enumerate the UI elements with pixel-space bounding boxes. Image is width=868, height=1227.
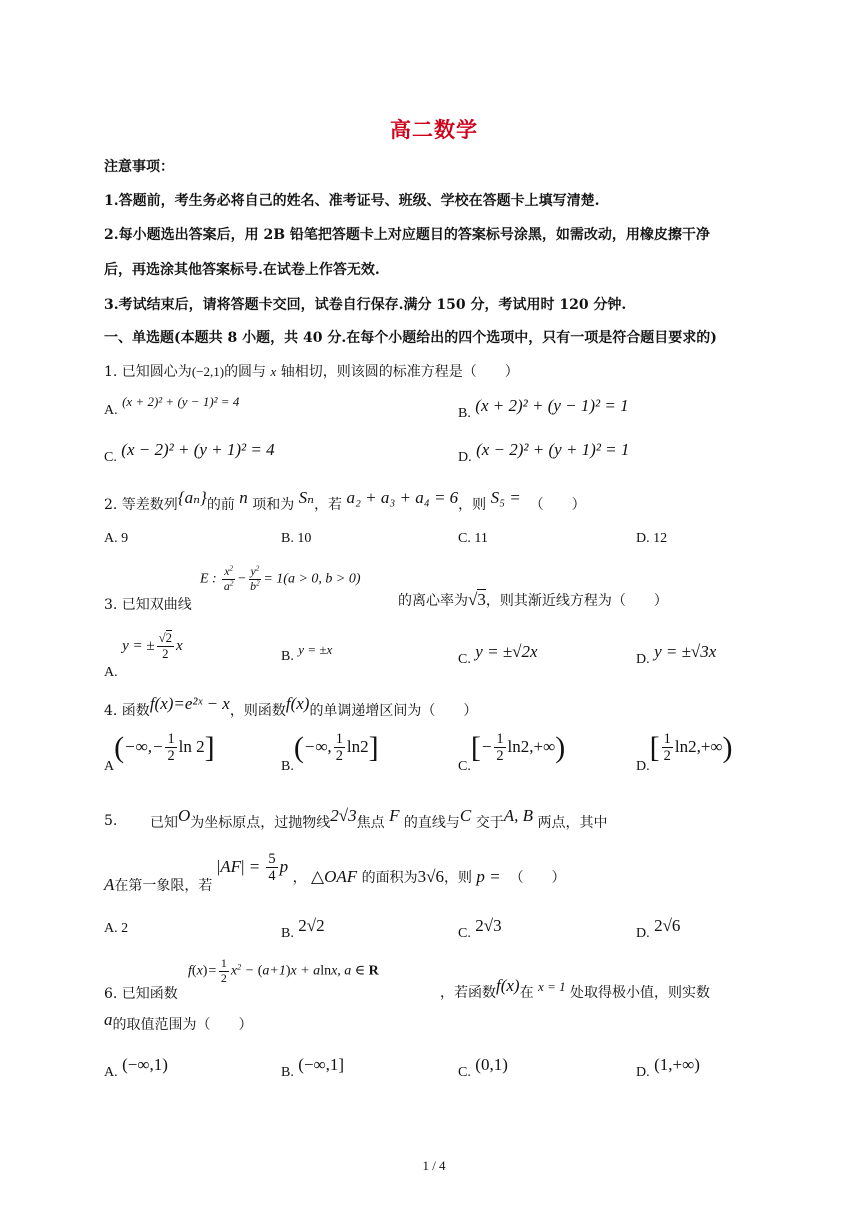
q5-option-a: A. 2 [104, 921, 129, 936]
q3-text-2: 的离心率为 [398, 593, 468, 609]
q5-option-d-text: 2√6 [654, 916, 681, 935]
q6-tail [440, 976, 711, 1001]
q1-option-d [458, 440, 630, 466]
q6-option-a-text: (−∞,1) [122, 1055, 168, 1074]
q1-option-c-label: C. [104, 450, 117, 465]
q6-option-d-text: (1,+∞) [654, 1055, 700, 1074]
q4-option-c: C.[− $\frac{1}{2}$ ln2,+∞) [458, 730, 566, 774]
q5-text-1: 已知 [150, 815, 178, 831]
q1-option-b-text: (x + 2)² + (y − 1)² = 1 [475, 396, 629, 415]
q3-option-c-text: y = ±√2x [475, 642, 538, 661]
q5-text-3: 焦点 [356, 815, 385, 831]
q5-option-c: C. 2√3 [458, 916, 502, 941]
q5-focus: F [389, 806, 400, 825]
q2-text-3: 项和为 [252, 497, 295, 513]
q5-point-a: A [104, 874, 115, 894]
q4-fx: f(x) [285, 694, 310, 713]
q6-text-4: 处取得极小值，则实数 [570, 985, 711, 1001]
q3-option-b: B. y = ±x [281, 642, 333, 664]
q3-frac-x: $\frac{x^2}{a^2}$ [223, 564, 234, 593]
q2-text-2: 的前 [206, 497, 235, 513]
q3-text-3: ，则其渐近线方程为（ ） [485, 593, 668, 609]
q5-option-d: D. 2√6 [636, 916, 681, 941]
q1-text-3: 轴相切，则该圆的标准方程是（ ） [280, 364, 519, 380]
q1-option-c [104, 440, 275, 466]
q6-function: f(x)= $\frac{1}{2}$ $x^2 - (a+1)x + alnx$, a ∈ R [188, 956, 379, 985]
notice-heading: 注意事项： [104, 159, 174, 175]
notice-item-2: 2.每小题选出答案后，用 2B 铅笔把答题卡上对应题目的答案标号涂黑，如需改动，用橡皮擦干净 [104, 227, 710, 243]
q5-text-7: 在第一象限，若 [114, 877, 213, 894]
q2-option-d: D. 12 [636, 531, 668, 546]
q4-option-a: A(−∞,− $\frac{1}{2}$ ln 2] [104, 730, 215, 774]
q6-fx: f(x) [496, 976, 520, 995]
q1-center: (−2,1) [191, 364, 225, 379]
q5-option-c-text: 2√3 [475, 916, 502, 935]
q3-eq-suffix: = 1(a > 0, b > 0) [263, 571, 361, 587]
q3-option-b-text: y = ±x [298, 642, 333, 657]
q5-parabola: 2√3 [330, 806, 357, 825]
q3-option-d: D. y = ±√3x [636, 642, 717, 667]
q1-option-b [458, 396, 629, 422]
q4-option-b: B.(−∞, $\frac{1}{2}$ ln2] [281, 730, 379, 774]
q1-option-c-text: (x − 2)² + (y + 1)² = 4 [121, 440, 275, 459]
q1-option-d-label: D. [458, 450, 472, 465]
notice-item-3: 3.考试结束后，请将答题卡交回，试卷自行保存.满分 150 分，考试用时 120 分钟. [104, 297, 627, 313]
q3-frac-y: $\frac{y^2}{b^2}$ [250, 564, 260, 593]
q2-option-c: C. 11 [458, 531, 488, 546]
q3-option-c: C. y = ±√2x [458, 642, 538, 667]
q2-text-5: ，则 [458, 497, 487, 513]
q5-text-11: （ ） [509, 869, 566, 886]
q2-s5: S₅ = [490, 488, 521, 507]
q5-text-8: ， [292, 869, 307, 886]
q2-text-1: 2. 等差数列 [104, 497, 178, 513]
section-heading: 一、单选题(本题共 8 小题，共 40 分.在每个小题给出的四个选项中，只有一项是符合题目要求的) [104, 330, 717, 346]
q2-n: n [239, 488, 248, 507]
q6-text-5: 的取值范围为（ ） [112, 1017, 253, 1033]
q1-text-2: 的圆与 [224, 364, 267, 380]
question-4 [104, 694, 478, 720]
q3-option-a-label: A. [104, 664, 118, 680]
q4-text-3: 的单调递增区间为（ ） [309, 703, 478, 719]
q6-text-2: ，若函数 [440, 985, 496, 1001]
notice-item-1: 1.答题前，考生务必将自己的姓名、准考证号、班级、学校在答题卡上填写清楚. [104, 193, 600, 209]
q3-equation: E : $\frac{x^2}{a^2}$ − $\frac{y^2}{b^2}$ = 1(a > 0, b > 0) [200, 564, 361, 593]
question-2 [104, 488, 586, 514]
question-3 [104, 594, 192, 614]
q6-text-3: 在 [519, 985, 534, 1001]
page-number: 1 / 4 [422, 1158, 446, 1173]
question-5 [104, 813, 117, 829]
question-1 [104, 361, 519, 381]
q4-text-1: 4. 函数 [104, 703, 150, 719]
q4-function: f(x)=e²ˣ − x [149, 694, 230, 713]
q3-text-1: 3. 已知双曲线 [104, 597, 192, 613]
q4-option-d: D.[ $\frac{1}{2}$ ln2,+∞) [636, 730, 733, 774]
q1-option-a [104, 394, 240, 419]
q6-text-1: 6. 已知函数 [104, 986, 178, 1002]
q1-option-d-text: (x − 2)² + (y + 1)² = 1 [476, 440, 630, 459]
q5-text-9: 的面积为 [361, 869, 418, 886]
q6-option-c: C. (0,1) [458, 1055, 508, 1080]
q4-text-2: ，则函数 [229, 703, 286, 719]
q6-option-b-text: (−∞,1] [298, 1055, 345, 1074]
q6-option-d: D. (1,+∞) [636, 1055, 700, 1080]
q2-sn: Sₙ [298, 488, 315, 507]
q5-text-5: 交于 [475, 815, 504, 831]
q1-var: x [270, 364, 277, 379]
q3-option-d-text: y = ±√3x [654, 642, 717, 661]
q6-a: a [104, 1010, 113, 1029]
q6-option-c-text: (0,1) [475, 1055, 508, 1074]
q6-x1: x = 1 [538, 979, 566, 994]
q3-option-a: A. y = ± $\frac{√2}{2}$ x [104, 631, 183, 680]
q2-seq: {aₙ} [177, 488, 207, 507]
q5-text-4: 的直线与 [403, 815, 460, 831]
q5-origin: O [178, 806, 191, 825]
q2-option-a: A. 9 [104, 531, 129, 546]
page-title: 高二数学 [390, 117, 478, 142]
q6-option-a: A. (−∞,1) [104, 1055, 168, 1080]
q5-number: 5. [104, 813, 118, 829]
q5-text-2: 为坐标原点，过抛物线 [190, 815, 331, 831]
q1-option-a-text: (x + 2)² + (y − 1)² = 4 [122, 394, 240, 409]
notice-item-2-cont: 后，再选涂其他答案标号.在试卷上作答无效. [104, 262, 380, 278]
q5-text-6: 两点，其中 [537, 815, 608, 831]
q5-text-10: ，则 [443, 869, 472, 886]
q3-eq-prefix: E : [200, 571, 217, 587]
q5-option-b: B. 2√2 [281, 916, 325, 941]
question-6 [104, 983, 178, 1003]
q2-text-4: ，若 [314, 497, 343, 513]
q3-tail: 的离心率为√3，则其渐近线方程为（ ） [398, 590, 668, 609]
q5-line-1 [150, 806, 608, 832]
q5-curve: C [459, 806, 472, 825]
q5-area: 3√6 [417, 866, 444, 886]
q2-option-b: B. 10 [281, 531, 312, 546]
q1-option-a-label: A. [104, 403, 118, 418]
q5-line-2: A在第一象限，若 |AF| = $\frac{5}{4}$ p ， △OAF 的面积为3√6，则 p = （ ） [104, 851, 566, 894]
q1-text-1: 1. 已知圆心为 [104, 364, 192, 380]
q5-points: A, B [503, 806, 533, 825]
q3-ecc: 3 [477, 590, 486, 609]
q6-option-b: B. (−∞,1] [281, 1055, 345, 1080]
q5-p: p = [476, 866, 501, 886]
q2-text-6: （ ） [529, 497, 586, 513]
q5-triangle: △OAF [311, 866, 358, 886]
q5-option-b-text: 2√2 [298, 916, 325, 935]
q6-line-2 [104, 1010, 253, 1034]
q1-option-b-label: B. [458, 406, 471, 421]
q2-cond: a₂ + a₃ + a₄ = 6 [346, 488, 459, 507]
